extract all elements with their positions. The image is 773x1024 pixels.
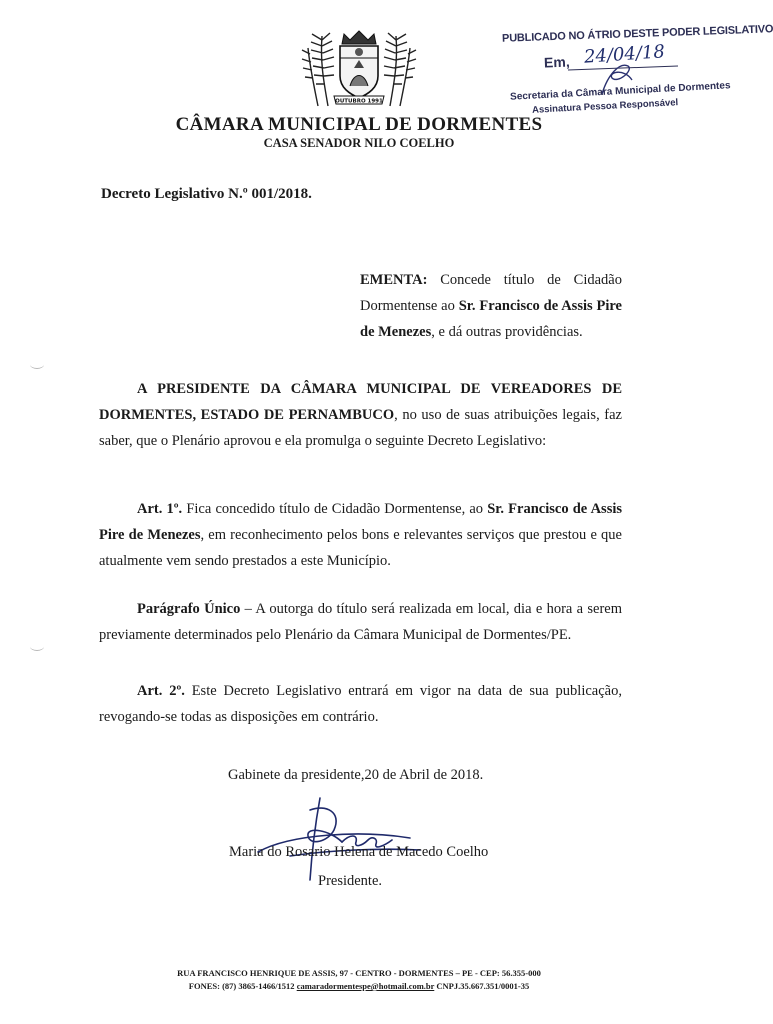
ementa-text: Concede título de Cidadão Dormentense ao — [360, 272, 622, 314]
preamble-authority: A PRESIDENTE DA CÂMARA MUNICIPAL DE VEREADORES DE DORMENTES, ESTADO DE PERNAMBUCO — [99, 381, 622, 423]
page-title: CÂMARA MUNICIPAL DE DORMENTES — [175, 114, 543, 135]
article-1-honoree: Sr. Francisco de Assis Pire de Menezes — [99, 501, 623, 543]
scan-punch-mark — [30, 642, 44, 651]
scan-punch-mark — [30, 360, 44, 369]
stamp-secretaria-line: Secretaria da Câmara Municipal de Dormentes — [509, 80, 731, 103]
article-1 — [99, 496, 622, 574]
paragrafo-unico-label: Parágrafo Único — [137, 601, 241, 617]
stamp-published-line: PUBLICADO NO ÁTRIO DESTE PODER LEGISLATIVO — [501, 23, 773, 45]
article-1-text-end: , em reconhecimento pelos bons e relevantes serviços que prestou e que atualmente vem sendo prestados a este Município. — [99, 527, 622, 569]
decree-number: Decreto Legislativo N.º 001/2018. — [101, 186, 312, 202]
article-2-label: Art. 2º. — [137, 683, 185, 699]
preamble-text: , no uso de suas atribuições legais, faz saber, que o Plenário aprovou e ela promulga o seguinte Decreto Legislativo: — [99, 407, 622, 449]
preamble-paragraph — [99, 376, 622, 454]
stamp-signature-line: Assinatura Pessoa Responsável — [531, 97, 679, 116]
coat-of-arms-emblem — [298, 28, 420, 110]
footer-contact — [0, 981, 718, 991]
footer-phones: FONES: (87) 3865-1466/1512 — [188, 981, 297, 991]
footer-cnpj: CNPJ.35.667.351/0001-35 — [434, 981, 530, 991]
signer-name: Maria do Rosario Helena de Macedo Coelho — [229, 844, 489, 860]
article-2 — [99, 678, 622, 730]
signer-role: Presidente. — [318, 873, 383, 889]
stamp-em-label: Em, — [543, 53, 570, 71]
ementa-label: EMENTA: — [360, 272, 428, 288]
article-1-label: Art. 1º. — [137, 501, 183, 517]
ementa-text-end: , e dá outras providências. — [431, 324, 583, 340]
svg-text:OUTUBRO 1991: OUTUBRO 1991 — [335, 98, 383, 105]
article-1-text: Fica concedido título de Cidadão Dormentense, ao — [182, 501, 488, 517]
stamp-handwritten-date: 24/04/18 — [583, 41, 666, 68]
paragrafo-unico-text: – A outorga do título será realizada em local, dia e hora a serem previamente determinados pelo Plenário da Câmara Municipal de Dormentes/PE. — [99, 601, 622, 643]
publication-stamp — [480, 18, 773, 118]
paragrafo-unico — [99, 596, 622, 648]
page-subtitle: CASA SENADOR NILO COELHO — [263, 136, 455, 150]
article-2-text: Este Decreto Legislativo entrará em vigor na data de sua publicação, revogando-se todas as disposições em contrário. — [99, 683, 622, 725]
place-and-date: Gabinete da presidente,20 de Abril de 2018. — [228, 767, 484, 783]
footer-address: RUA FRANCISCO HENRIQUE DE ASSIS, 97 - CENTRO - DORMENTES – PE - CEP: 56.355-000 — [177, 968, 541, 978]
footer-email-link[interactable]: camaradormentespe@hotmail.com.br — [296, 981, 435, 991]
ementa-block — [360, 267, 622, 345]
ementa-honoree: Sr. Francisco de Assis Pire de Menezes — [360, 298, 622, 340]
